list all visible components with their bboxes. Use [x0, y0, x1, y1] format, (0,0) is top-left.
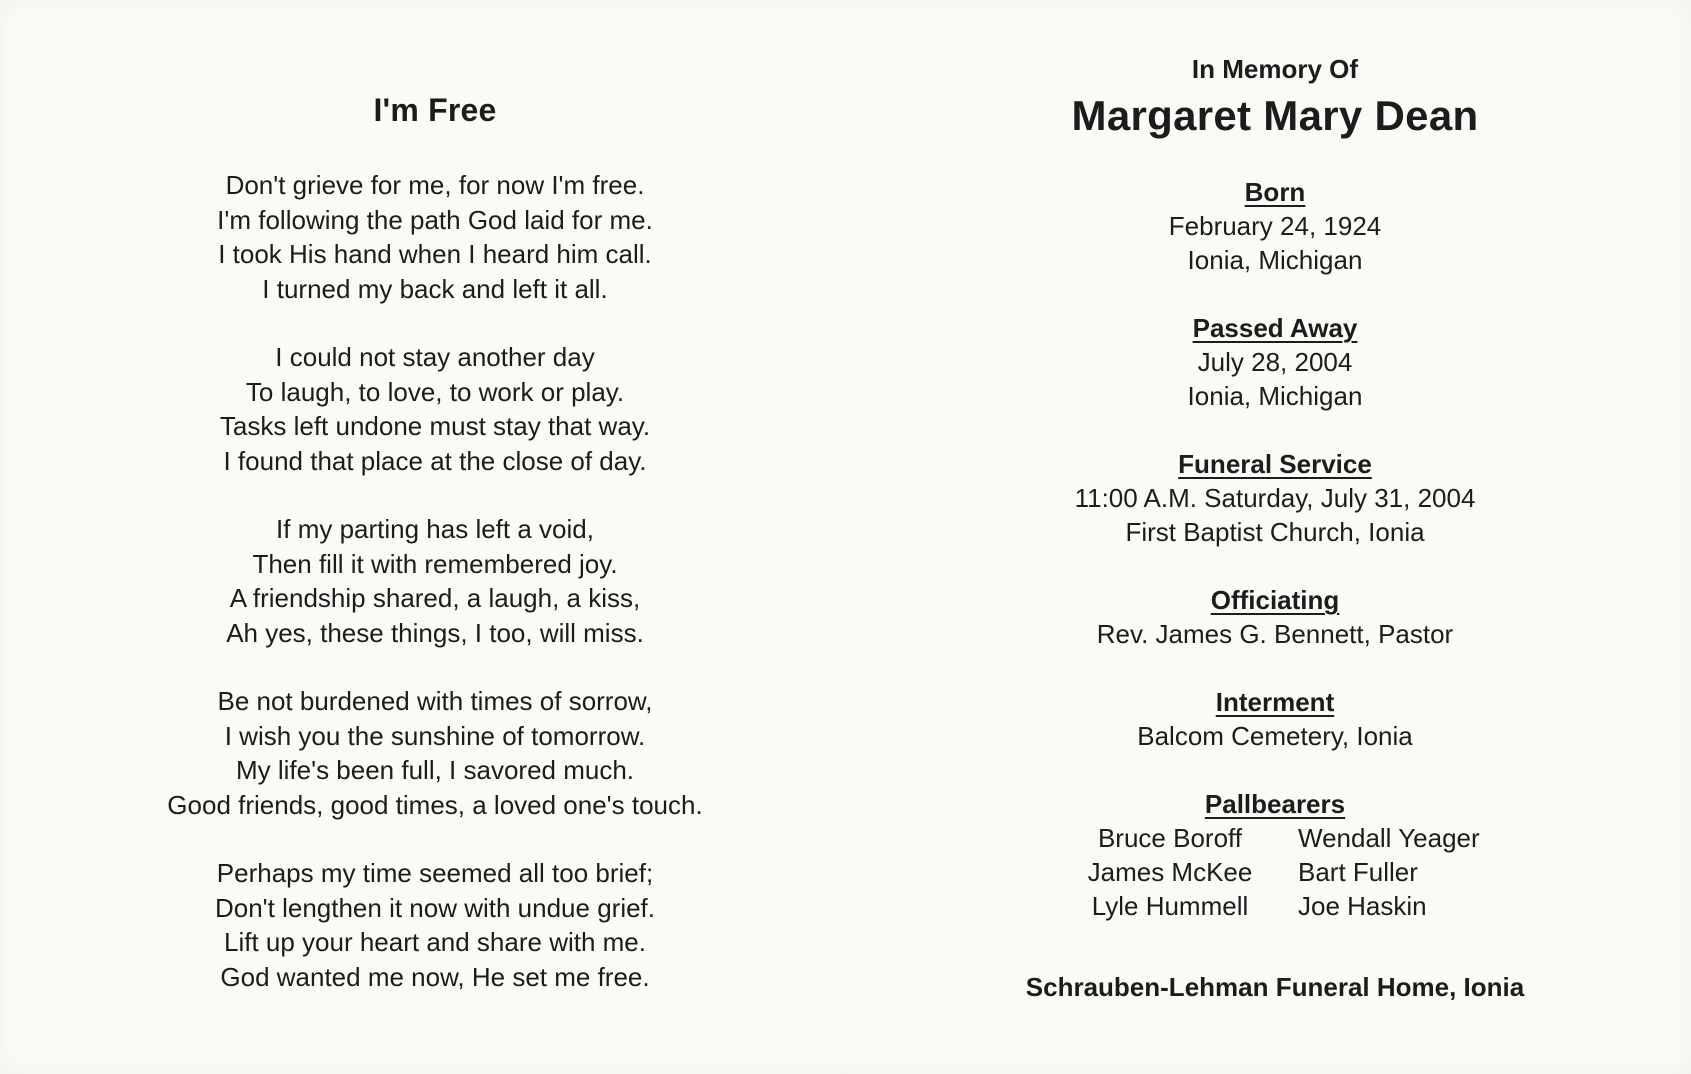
funeral-service-heading: Funeral Service — [1178, 449, 1372, 479]
poem-line: Good friends, good times, a loved one's touch. — [167, 789, 703, 820]
passed-away-place: Ionia, Michigan — [1187, 381, 1363, 411]
funeral-service-section — [915, 447, 1635, 549]
poem-line: Be not burdened with times of sorrow, — [217, 686, 653, 716]
pallbearers-list — [915, 821, 1635, 923]
born-place: Ionia, Michigan — [1187, 245, 1363, 275]
poem-line: Lift up your heart and share with me. — [223, 927, 646, 957]
in-memory-label: In Memory Of — [1191, 54, 1359, 84]
poem-line: Ah yes, these things, I too, will miss. — [226, 617, 644, 648]
poem-stanza — [70, 684, 800, 822]
born-date: February 24, 1924 — [1168, 211, 1382, 241]
pallbearer-name: Wendall Yeager — [1298, 823, 1480, 853]
poem-stanza — [70, 168, 800, 306]
poem-line: I could not stay another day — [275, 342, 595, 372]
poem-line: Perhaps my time seemed all too brief; — [216, 858, 654, 888]
officiant-name: Rev. James G. Bennett, Pastor — [1096, 619, 1454, 649]
poem-stanza — [70, 856, 800, 994]
poem-line: Then fill it with remembered joy. — [252, 548, 618, 579]
pallbearers-section — [915, 787, 1635, 923]
pallbearer-name: Bart Fuller — [1298, 857, 1418, 887]
poem-line: Don't grieve for me, for now I'm free. — [225, 170, 645, 200]
poem-line: Tasks left undone must stay that way. — [219, 411, 651, 441]
born-section — [915, 175, 1635, 277]
poem-line: I'm following the path God laid for me. — [217, 204, 653, 235]
poem-line: If my parting has left a void, — [276, 514, 594, 544]
pallbearers-heading: Pallbearers — [1204, 789, 1346, 819]
funeral-service-time: 11:00 A.M. Saturday, July 31, 2004 — [1074, 483, 1476, 513]
poem-stanza — [70, 512, 800, 650]
card-fold — [845, 0, 846, 1074]
officiating-heading: Officiating — [1210, 585, 1340, 615]
pallbearer-name: Lyle Hummell — [1091, 891, 1249, 921]
poem-line: I found that place at the close of day. — [223, 445, 647, 476]
poem-line: God wanted me now, He set me free. — [220, 961, 650, 992]
officiating-section — [915, 583, 1635, 651]
poem-line: To laugh, to love, to work or play. — [245, 376, 625, 407]
poem-line: Don't lengthen it now with undue grief. — [214, 892, 656, 923]
funeral-service-place: First Baptist Church, Ionia — [1125, 517, 1425, 547]
memorial-panel — [915, 0, 1635, 1074]
poem-line: I turned my back and left it all. — [262, 273, 608, 304]
poem-stanza — [70, 340, 800, 478]
pallbearer-name: James McKee — [1087, 857, 1253, 887]
memorial-details — [915, 175, 1635, 957]
passed-away-date: July 28, 2004 — [1197, 347, 1353, 377]
poem-title: I'm Free — [373, 92, 497, 128]
pallbearer-name: Bruce Boroff — [1097, 823, 1243, 853]
poem-panel — [70, 0, 800, 1074]
passed-away-heading: Passed Away — [1192, 313, 1358, 343]
poem-line: A friendship shared, a laugh, a kiss, — [229, 583, 641, 613]
born-heading: Born — [1244, 177, 1306, 207]
pallbearer-name: Joe Haskin — [1298, 891, 1427, 921]
interment-section — [915, 685, 1635, 753]
interment-place: Balcom Cemetery, Ionia — [1137, 721, 1413, 751]
funeral-home: Schrauben-Lehman Funeral Home, Ionia — [1025, 972, 1525, 1002]
interment-heading: Interment — [1215, 687, 1335, 717]
passed-away-section — [915, 311, 1635, 413]
deceased-name: Margaret Mary Dean — [1071, 92, 1479, 139]
poem-line: I wish you the sunshine of tomorrow. — [224, 720, 646, 751]
poem-line: I took His hand when I heard him call. — [218, 239, 652, 269]
poem-line: My life's been full, I savored much. — [235, 755, 635, 785]
poem-body — [70, 168, 800, 1028]
